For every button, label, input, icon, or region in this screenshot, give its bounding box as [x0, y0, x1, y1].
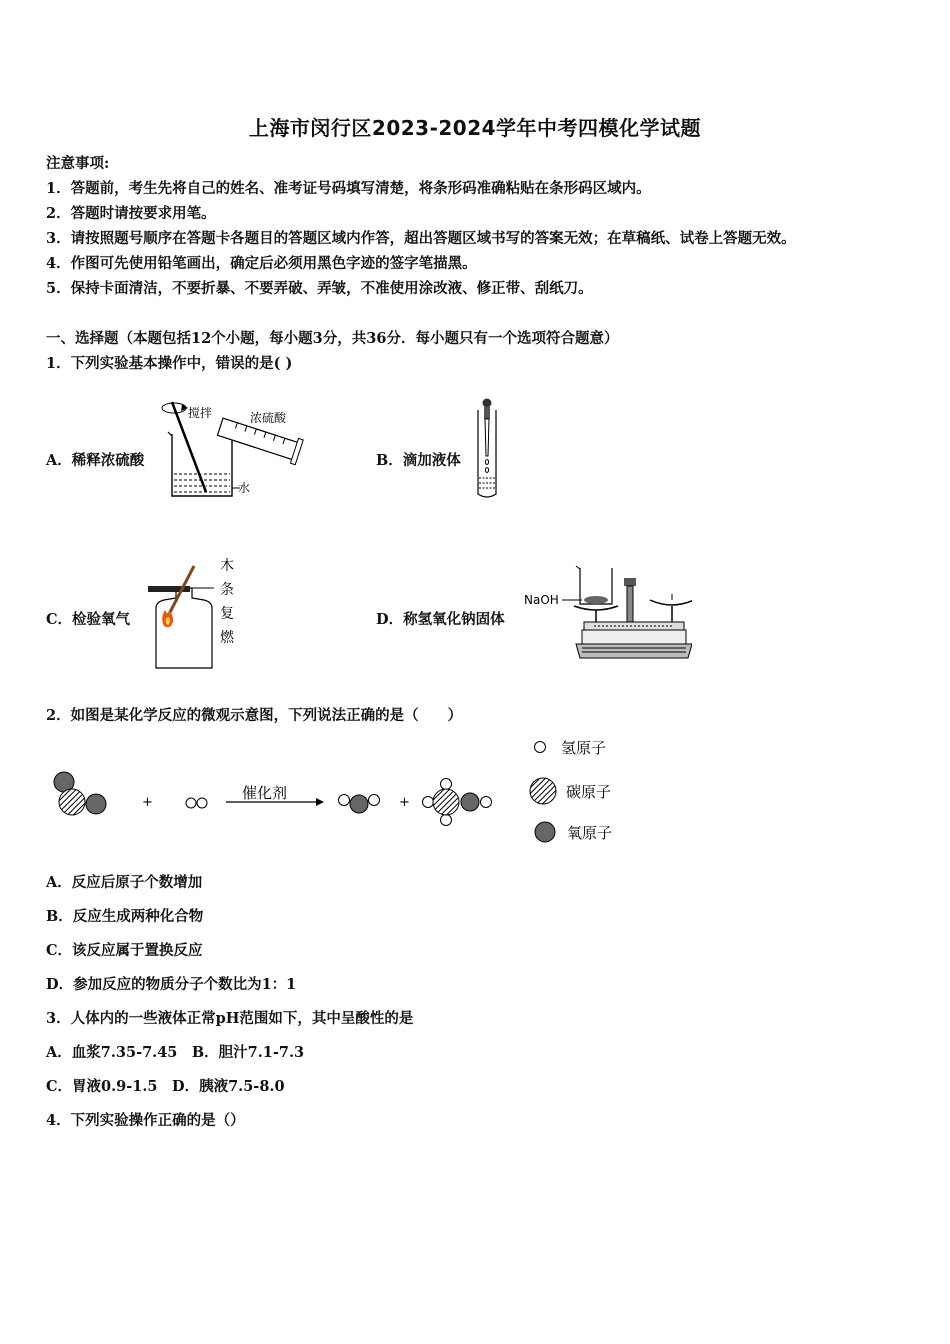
stick-char: 条	[220, 582, 234, 598]
q2-option-c: C．该反应属于置换反应	[46, 942, 203, 959]
dropper-figure	[472, 396, 502, 500]
stick-char: 木	[220, 558, 234, 574]
stick-char: 复	[220, 606, 234, 622]
section-heading: 一、选择题（本题包括12个小题，每小题3分，共36分．每小题只有一个选项符合题意）	[46, 330, 619, 347]
question-2-stem: 2．如图是某化学反应的微观示意图，下列说法正确的是（ ）	[46, 707, 463, 724]
q1-option-b: B．滴加液体	[376, 452, 461, 469]
q1-option-d: D．称氢氧化钠固体	[376, 611, 505, 628]
notice-item: 2．答题时请按要求用笔。	[46, 205, 216, 222]
legend-hydrogen: 氢原子	[561, 739, 607, 757]
notice-heading: 注意事项:	[46, 155, 110, 172]
plus-sign: +	[142, 795, 153, 810]
notice-item: 1．答题前，考生先将自己的姓名、准考证号码填写清楚，将条形码准确粘贴在条形码区域内。	[46, 180, 651, 197]
q1-option-c: C．检验氧气	[46, 611, 131, 628]
q2-option-a: A．反应后原子个数增加	[46, 874, 203, 891]
q3-options-row-1: A．血浆7.35-7.45 B．胆汁7.1-7.3	[46, 1044, 305, 1061]
oxygen-test-figure	[140, 552, 250, 674]
question-3-stem: 3．人体内的一些液体正常pH范围如下，其中呈酸性的是	[46, 1010, 414, 1027]
stir-label: 搅拌	[188, 406, 213, 420]
water-label: 水	[238, 481, 251, 495]
naoh-label: NaOH	[524, 593, 559, 607]
q2-option-b: B．反应生成两种化合物	[46, 908, 204, 925]
plus-sign: +	[399, 795, 410, 810]
page-title: 上海市闵行区2023-2024学年中考四模化学试题	[248, 116, 702, 140]
acid-label: 浓硫酸	[250, 411, 287, 425]
notice-item: 5．保持卡面清洁，不要折暴、不要弄破、弄皱，不准使用涂改液、修正带、刮纸刀。	[46, 280, 593, 297]
notice-item: 4．作图可先使用铅笔画出，确定后必须用黑色字迹的签字笔描黑。	[46, 255, 477, 272]
stick-char: 燃	[220, 630, 234, 646]
notice-item: 3．请按照题号顺序在答题卡各题目的答题区域内作答，超出答题区域书写的答案无效；在草稿纸、试卷上答题无效。	[46, 230, 796, 247]
q3-options-row-2: C．胃液0.9-1.5 D．胰液7.5-8.0	[46, 1078, 285, 1095]
dilute-acid-figure	[158, 392, 310, 507]
q2-option-d: D．参加反应的物质分子个数比为1：1	[46, 976, 297, 993]
question-1-stem: 1．下列实验基本操作中，错误的是( )	[46, 355, 293, 372]
q1-option-a: A．稀释浓硫酸	[46, 452, 145, 469]
catalyst-label: 催化剂	[242, 784, 288, 802]
balance-figure	[524, 560, 692, 670]
question-4-stem: 4．下列实验操作正确的是（）	[46, 1112, 245, 1129]
reaction-diagram	[46, 734, 646, 852]
legend-oxygen: 氧原子	[567, 824, 613, 842]
legend-carbon: 碳原子	[566, 783, 612, 801]
